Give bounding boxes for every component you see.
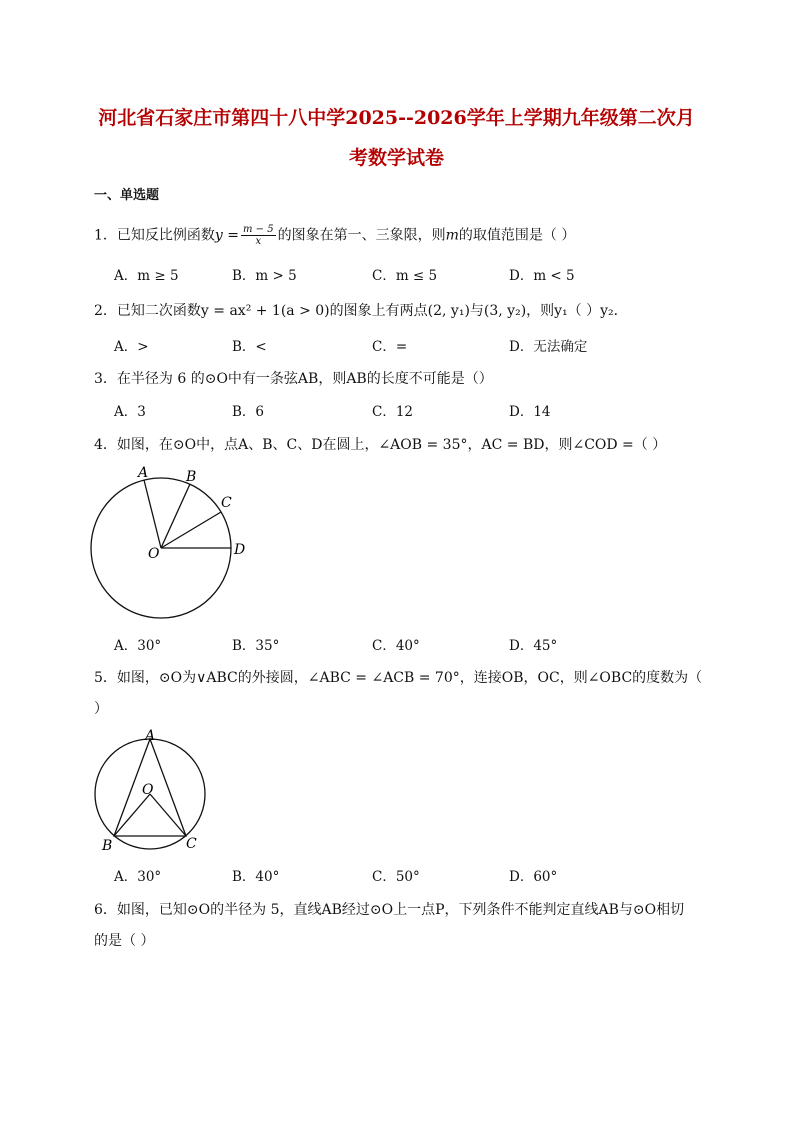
q4-circle-diagram — [86, 462, 256, 622]
q4-option-d[interactable]: D．45° — [509, 638, 558, 654]
q2-option-a[interactable]: A．> — [114, 339, 149, 355]
q5-segment-ob — [114, 794, 150, 836]
question-5-line1: 5．如图，⊙O为∨ABC的外接圆，∠ABC = ∠ACB = 70°，连接OB，OC，则∠OBC的度数为（ — [94, 670, 703, 686]
question-4: 4．如图，在⊙O中，点A、B、C、D在圆上，∠AOB = 35°，AC = BD，则∠COD =（ ） — [94, 437, 667, 453]
q1-middle: 的图象在第一、三象限，则 — [277, 227, 446, 244]
q2-option-d[interactable]: D．无法确定 — [509, 339, 588, 355]
q1-option-a[interactable]: A．m ≥ 5 — [114, 268, 179, 284]
question-1 — [94, 224, 575, 247]
q1-suffix: 的取值范围是（ ） — [458, 227, 576, 244]
q3-option-a[interactable]: A．3 — [114, 404, 146, 420]
q5-label-b: B — [102, 838, 113, 854]
q1-fraction-denominator: x — [255, 236, 262, 247]
q4-label-a: A — [138, 465, 149, 481]
q5-triangle-diagram — [90, 724, 220, 859]
q5-option-c[interactable]: C．50° — [372, 869, 420, 885]
q4-label-o: O — [148, 546, 160, 562]
question-3: 3．在半径为 6 的⊙O中有一条弦AB，则AB的长度不可能是（） — [94, 371, 493, 387]
q4-radius-ob — [161, 484, 190, 548]
q4-option-a[interactable]: A．30° — [114, 638, 162, 654]
section-heading: 一、单选题 — [94, 188, 160, 203]
question-5-line2: ） — [94, 701, 108, 717]
question-6-line2: 的是（ ） — [94, 933, 155, 949]
q1-fraction-numerator: m − 5 — [243, 224, 274, 235]
q2-option-c[interactable]: C．= — [372, 339, 408, 355]
q1-variable: m — [445, 227, 459, 244]
q3-option-b[interactable]: B．6 — [232, 404, 265, 420]
q2-option-b[interactable]: B．< — [232, 339, 267, 355]
q4-radius-oa — [144, 480, 161, 548]
q4-option-c[interactable]: C．40° — [372, 638, 420, 654]
q5-label-o: O — [142, 782, 154, 798]
q5-label-a: A — [145, 728, 156, 744]
q5-segment-oc — [150, 794, 186, 836]
q4-label-d: D — [234, 542, 246, 558]
q5-option-b[interactable]: B．40° — [232, 869, 280, 885]
q5-option-d[interactable]: D．60° — [509, 869, 558, 885]
q4-label-b: B — [186, 469, 197, 485]
q3-option-c[interactable]: C．12 — [372, 404, 414, 420]
q4-option-b[interactable]: B．35° — [232, 638, 280, 654]
q5-option-a[interactable]: A．30° — [114, 869, 162, 885]
question-2: 2．已知二次函数y = ax² + 1(a > 0)的图象上有两点(2, y₁)与(3, y₂)，则y₁（ ）y₂． — [94, 303, 628, 319]
question-6-line1: 6．如图，已知⊙O的半径为 5，直线AB经过⊙O上一点P，下列条件不能判定直线AB与⊙O相切 — [94, 902, 685, 918]
document-title-line2: 考数学试卷 — [348, 147, 444, 169]
document-title-line1: 河北省石家庄市第四十八中学2025--2026学年上学期九年级第二次月 — [98, 107, 695, 129]
q1-fraction — [241, 224, 276, 247]
q5-label-c: C — [186, 836, 197, 852]
q1-prefix: 1．已知反比例函数 — [94, 227, 215, 244]
q1-option-c[interactable]: C．m ≤ 5 — [372, 268, 438, 284]
q3-option-d[interactable]: D．14 — [509, 404, 551, 420]
q1-option-b[interactable]: B．m > 5 — [232, 268, 297, 284]
q4-label-c: C — [221, 495, 232, 511]
q4-radius-oc — [161, 512, 221, 548]
q1-y-equals: y = — [214, 227, 240, 244]
q1-option-d[interactable]: D．m < 5 — [509, 268, 575, 284]
